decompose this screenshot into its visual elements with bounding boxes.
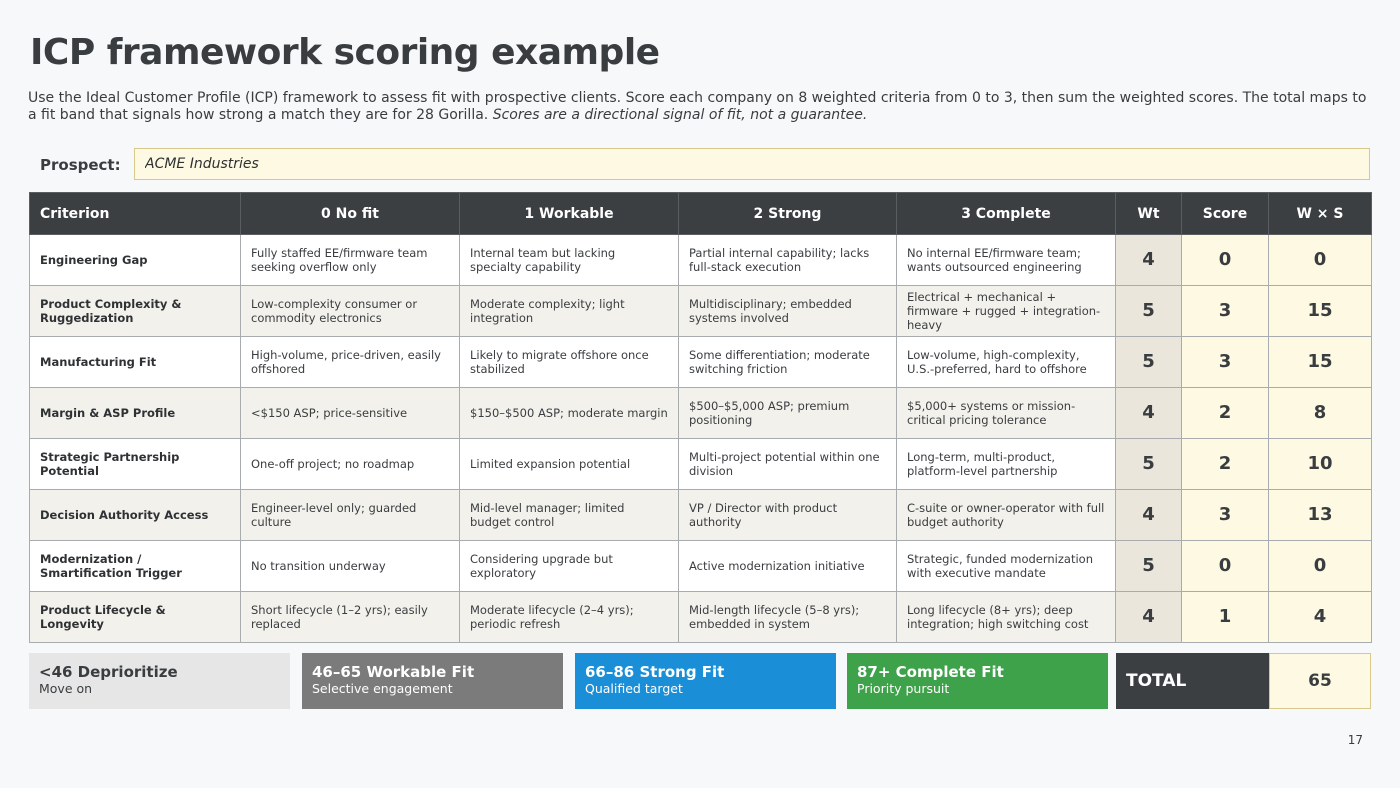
weight-cell: 5	[1116, 286, 1182, 337]
header-strong: 2 Strong	[679, 193, 897, 235]
level-0-cell: No transition underway	[241, 541, 460, 592]
criterion-cell: Decision Authority Access	[30, 490, 241, 541]
level-3-cell: Long lifecycle (8+ yrs); deep integration; high switching cost	[897, 592, 1116, 643]
score-cell[interactable]: 3	[1182, 490, 1269, 541]
level-0-cell: One-off project; no roadmap	[241, 439, 460, 490]
level-1-cell: Limited expansion potential	[460, 439, 679, 490]
level-3-cell: Strategic, funded modernization with executive mandate	[897, 541, 1116, 592]
score-cell[interactable]: 3	[1182, 286, 1269, 337]
weight-cell: 4	[1116, 592, 1182, 643]
prospect-input[interactable]	[134, 148, 1370, 180]
level-3-cell: C-suite or owner-operator with full budget authority	[897, 490, 1116, 541]
weight-cell: 5	[1116, 541, 1182, 592]
level-3-cell: Electrical + mechanical + firmware + rugged + integration-heavy	[897, 286, 1116, 337]
level-0-cell: Fully staffed EE/firmware team seeking overflow only	[241, 235, 460, 286]
weight-cell: 4	[1116, 235, 1182, 286]
table-row	[30, 490, 1372, 541]
page-title: ICP framework scoring example	[30, 32, 660, 73]
level-3-cell: No internal EE/firmware team; wants outsourced engineering	[897, 235, 1116, 286]
total-value: 65	[1269, 653, 1371, 709]
criterion-cell: Product Complexity & Ruggedization	[30, 286, 241, 337]
criterion-cell: Manufacturing Fit	[30, 337, 241, 388]
level-0-cell: High-volume, price-driven, easily offshored	[241, 337, 460, 388]
level-3-cell: $5,000+ systems or mission-critical pricing tolerance	[897, 388, 1116, 439]
table-row	[30, 592, 1372, 643]
score-cell[interactable]: 2	[1182, 439, 1269, 490]
level-0-cell: <$150 ASP; price-sensitive	[241, 388, 460, 439]
level-1-cell: Likely to migrate offshore once stabilized	[460, 337, 679, 388]
band-deprioritize	[29, 653, 290, 709]
band-subtitle: Priority pursuit	[857, 681, 950, 696]
level-1-cell: $150–$500 ASP; moderate margin	[460, 388, 679, 439]
band-title: 46–65 Workable Fit	[312, 663, 475, 681]
criterion-cell: Modernization / Smartification Trigger	[30, 541, 241, 592]
level-3-cell: Long-term, multi-product, platform-level partnership	[897, 439, 1116, 490]
intro-disclaimer: Scores are a directional signal of fit, not a guarantee.	[492, 107, 868, 123]
weighted-score-cell: 13	[1269, 490, 1372, 541]
table-row	[30, 541, 1372, 592]
level-2-cell: $500–$5,000 ASP; premium positioning	[679, 388, 897, 439]
weighted-score-cell: 15	[1269, 337, 1372, 388]
prospect-label: Prospect:	[40, 156, 121, 174]
score-cell[interactable]: 1	[1182, 592, 1269, 643]
band-title: 66–86 Strong Fit	[585, 663, 725, 681]
level-2-cell: Partial internal capability; lacks full-stack execution	[679, 235, 897, 286]
scoring-table	[29, 192, 1372, 643]
intro-body: Use the Ideal Customer Profile (ICP) framework to assess fit with prospective clients. Score each company on 8 weighted criteria from 0 to 3, then sum the weighted scores. The total maps to a fit band that signals how strong a match they are for 28 Gorilla.	[28, 90, 1367, 123]
level-1-cell: Considering upgrade but exploratory	[460, 541, 679, 592]
weighted-score-cell: 0	[1269, 235, 1372, 286]
score-cell[interactable]: 3	[1182, 337, 1269, 388]
level-2-cell: Some differentiation; moderate switching friction	[679, 337, 897, 388]
band-workable-fit	[302, 653, 563, 709]
header-weight: Wt	[1116, 193, 1182, 235]
header-workable: 1 Workable	[460, 193, 679, 235]
header-complete: 3 Complete	[897, 193, 1116, 235]
level-3-cell: Low-volume, high-complexity, U.S.-preferred, hard to offshore	[897, 337, 1116, 388]
table-row	[30, 235, 1372, 286]
weighted-score-cell: 8	[1269, 388, 1372, 439]
weighted-score-cell: 15	[1269, 286, 1372, 337]
table-row	[30, 388, 1372, 439]
level-0-cell: Low-complexity consumer or commodity electronics	[241, 286, 460, 337]
score-cell[interactable]: 0	[1182, 541, 1269, 592]
level-2-cell: Multi-project potential within one division	[679, 439, 897, 490]
band-strong-fit	[575, 653, 836, 709]
total-label: TOTAL	[1116, 653, 1269, 709]
criterion-cell: Margin & ASP Profile	[30, 388, 241, 439]
weight-cell: 5	[1116, 439, 1182, 490]
weight-cell: 4	[1116, 388, 1182, 439]
header-weighted-score: W × S	[1269, 193, 1372, 235]
weighted-score-cell: 4	[1269, 592, 1372, 643]
criterion-cell: Product Lifecycle & Longevity	[30, 592, 241, 643]
score-cell[interactable]: 0	[1182, 235, 1269, 286]
score-cell[interactable]: 2	[1182, 388, 1269, 439]
level-1-cell: Moderate complexity; light integration	[460, 286, 679, 337]
level-1-cell: Mid-level manager; limited budget control	[460, 490, 679, 541]
level-1-cell: Moderate lifecycle (2–4 yrs); periodic refresh	[460, 592, 679, 643]
page-number: 17	[1347, 733, 1363, 747]
band-subtitle: Selective engagement	[312, 681, 453, 696]
weighted-score-cell: 0	[1269, 541, 1372, 592]
band-title: <46 Deprioritize	[39, 663, 178, 681]
weight-cell: 5	[1116, 337, 1182, 388]
header-criterion: Criterion	[30, 193, 241, 235]
level-0-cell: Short lifecycle (1–2 yrs); easily replaced	[241, 592, 460, 643]
level-2-cell: Mid-length lifecycle (5–8 yrs); embedded in system	[679, 592, 897, 643]
table-header-row	[30, 193, 1372, 235]
intro-text	[28, 90, 1368, 124]
band-subtitle: Qualified target	[585, 681, 683, 696]
level-2-cell: VP / Director with product authority	[679, 490, 897, 541]
band-title: 87+ Complete Fit	[857, 663, 1004, 681]
weight-cell: 4	[1116, 490, 1182, 541]
level-2-cell: Active modernization initiative	[679, 541, 897, 592]
band-complete-fit	[847, 653, 1108, 709]
header-score: Score	[1182, 193, 1269, 235]
table-row	[30, 439, 1372, 490]
criterion-cell: Strategic Partnership Potential	[30, 439, 241, 490]
level-2-cell: Multidisciplinary; embedded systems involved	[679, 286, 897, 337]
criterion-cell: Engineering Gap	[30, 235, 241, 286]
table-row	[30, 286, 1372, 337]
weighted-score-cell: 10	[1269, 439, 1372, 490]
band-subtitle: Move on	[39, 681, 93, 696]
table-row	[30, 337, 1372, 388]
level-1-cell: Internal team but lacking specialty capability	[460, 235, 679, 286]
header-no-fit: 0 No fit	[241, 193, 460, 235]
level-0-cell: Engineer-level only; guarded culture	[241, 490, 460, 541]
